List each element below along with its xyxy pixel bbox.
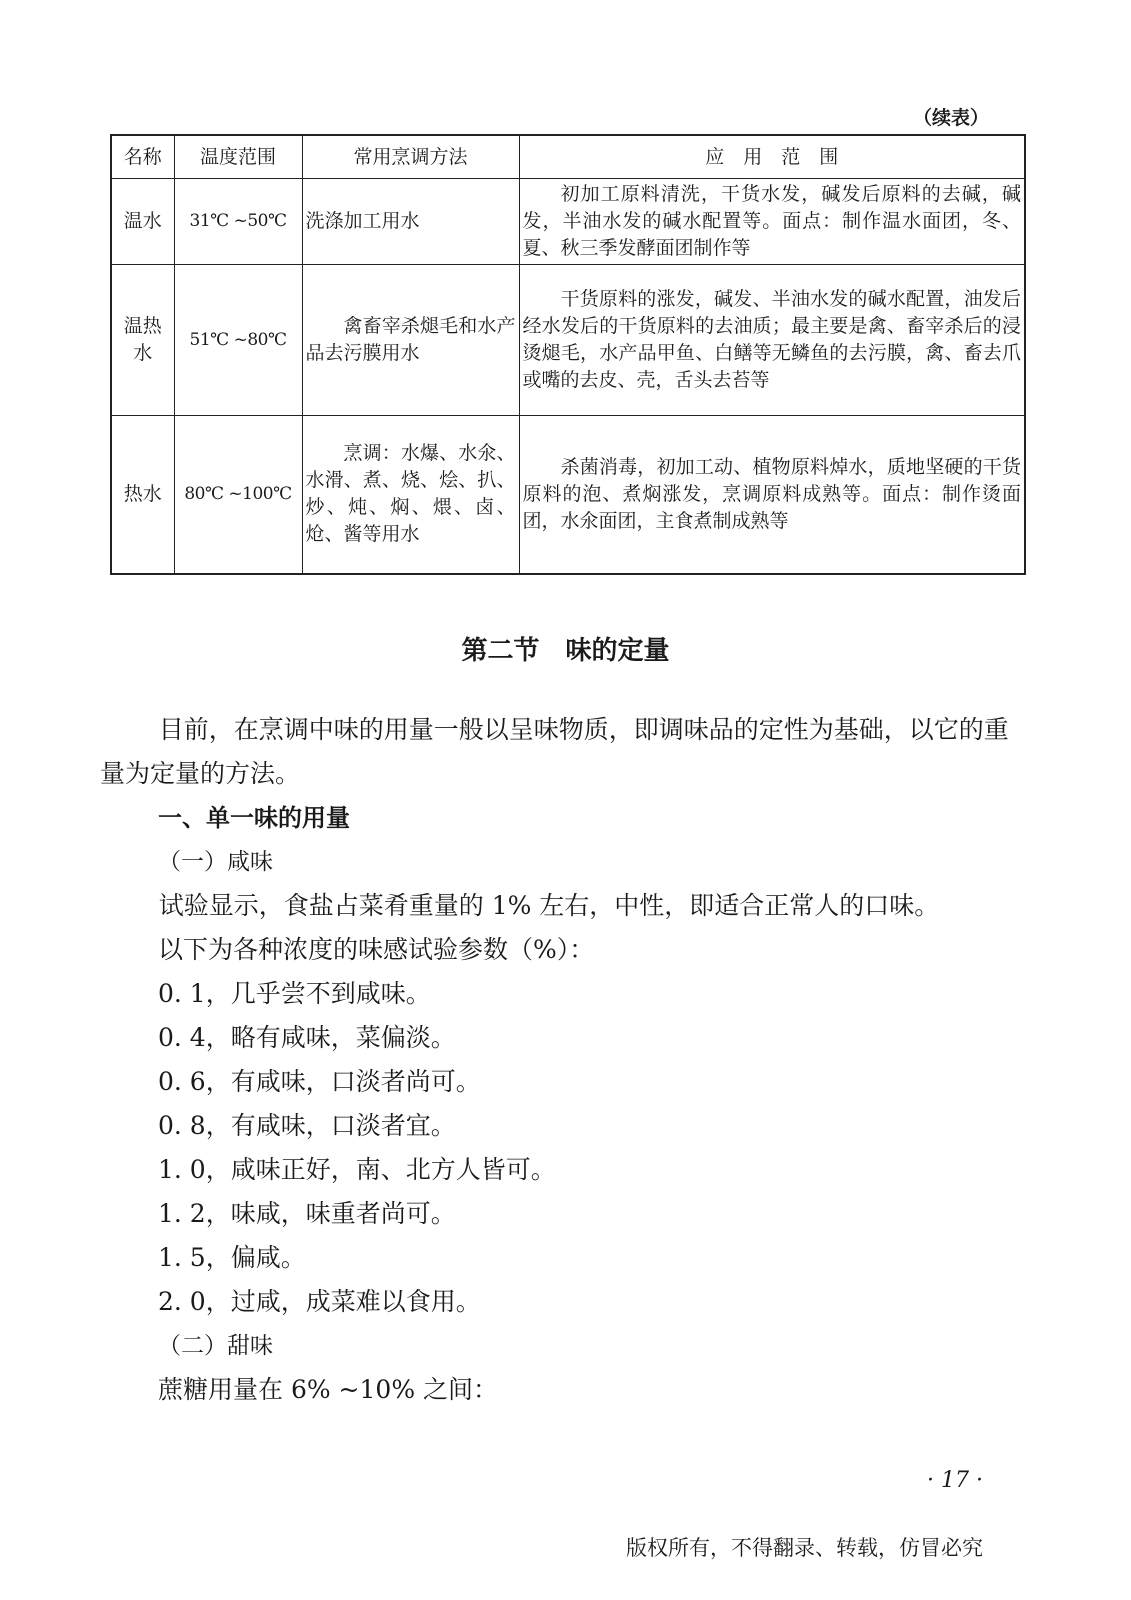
row-application: 杀菌消毒，初加工动、植物原料焯水，质地坚硬的干货原料的泡、煮焖涨发，烹调原料成熟等。面点：制作烫面团，水氽面团，主食煮制成熟等	[519, 416, 1025, 574]
heading-single-taste-amount: 一、单一味的用量	[158, 804, 350, 832]
table-row	[111, 179, 1025, 265]
row-name: 温热水	[111, 265, 174, 416]
section-title: 第二节 味的定量	[461, 636, 670, 666]
table-header-row	[111, 135, 1025, 179]
header-cooking-method: 常用烹调方法	[302, 135, 519, 179]
salt-level-item: 1. 5，偏咸。	[158, 1243, 306, 1272]
water-temperature-table	[110, 134, 1026, 575]
header-name: 名称	[111, 135, 174, 179]
salt-paragraph: 试验显示，食盐占菜肴重量的 1% 左右，中性，即适合正常人的口味。	[158, 891, 940, 920]
row-name: 热水	[111, 416, 174, 574]
table-row	[111, 265, 1025, 416]
salt-level-item: 2. 0，过咸，成菜难以食用。	[158, 1287, 481, 1316]
subheading-sweet: （二）甜味	[158, 1333, 273, 1359]
salt-level-item: 1. 0，咸味正好，南、北方人皆可。	[158, 1155, 556, 1184]
row-method: 烹调：水爆、水氽、水滑、煮、烧、烩、扒、炒、炖、焖、煨、卤、炝、酱等用水	[302, 416, 519, 574]
sugar-paragraph: 蔗糖用量在 6% ~10% 之间：	[158, 1375, 499, 1404]
page-number: · 17 ·	[927, 1468, 983, 1493]
table-row	[111, 416, 1025, 574]
body-text	[100, 708, 1030, 1412]
salt-level-item: 0. 1，几乎尝不到咸味。	[158, 979, 431, 1008]
row-application: 初加工原料清洗，干货水发，碱发后原料的去碱，碱发，半油水发的碱水配置等。面点：制作温水面团，冬、夏、秋三季发酵面团制作等	[519, 179, 1025, 265]
salt-level-item: 0. 6，有咸味，口淡者尚可。	[158, 1067, 481, 1096]
row-temp: 51℃ ~80℃	[174, 265, 302, 416]
row-method: 禽畜宰杀煺毛和水产品去污膜用水	[302, 265, 519, 416]
row-method: 洗涤加工用水	[302, 179, 519, 265]
header-temp-range: 温度范围	[174, 135, 302, 179]
copyright-footer: 版权所有，不得翻录、转载，仿冒必究	[626, 1536, 983, 1560]
test-params-intro: 以下为各种浓度的味感试验参数（%）：	[158, 935, 595, 964]
salt-level-item: 0. 8，有咸味，口淡者宜。	[158, 1111, 456, 1140]
header-application: 应 用 范 围	[519, 135, 1025, 179]
salt-level-item: 0. 4，略有咸味，菜偏淡。	[158, 1023, 456, 1052]
row-application: 干货原料的涨发，碱发、半油水发的碱水配置，油发后经水发后的干货原料的去油质；最主要是禽、畜宰杀后的浸烫煺毛，水产品甲鱼、白鳝等无鳞鱼的去污膜，禽、畜去爪或嘴的去皮、壳，舌头去苔等	[519, 265, 1025, 416]
intro-paragraph: 目前，在烹调中味的用量一般以呈味物质，即调味品的定性为基础，以它的重量为定量的方法。	[100, 715, 1009, 788]
row-temp: 31℃ ~50℃	[174, 179, 302, 265]
salt-level-item: 1. 2，味咸，味重者尚可。	[158, 1199, 456, 1228]
subheading-salty: （一）咸味	[158, 849, 273, 875]
row-name: 温水	[111, 179, 174, 265]
continued-label: （续表）	[912, 107, 989, 129]
row-temp: 80℃ ~100℃	[174, 416, 302, 574]
